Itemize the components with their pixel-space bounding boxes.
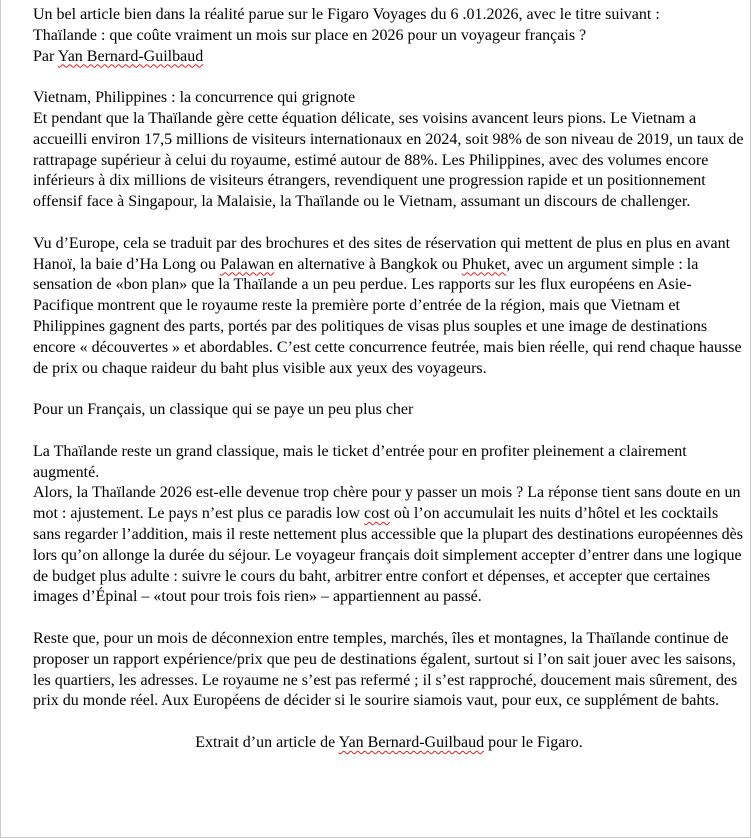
word-palawan-misspelled[interactable]: Palawan (220, 255, 275, 273)
word-cost-misspelled[interactable]: cost (364, 505, 390, 523)
section3-paragraph-2 (33, 483, 745, 608)
section3-heading: Pour un Français, un classique qui se paye un peu plus cher (33, 401, 414, 419)
footer-credit (33, 733, 745, 754)
text-run: Alors, la Thaïlande 2026 est-elle devenue trop chère pour y passer un mois ? La réponse tient sans doute en un mot : ajustement. Le pays n’est plus ce paradis low (33, 484, 741, 523)
blank-line (33, 67, 745, 88)
byline (33, 47, 745, 68)
section3-paragraph-1: La Thaïlande reste un grand classique, mais le ticket d’entrée pour en profiter pleinement a clairement augmenté. (33, 442, 687, 481)
section4-paragraph: Reste que, pour un mois de déconnexion entre temples, marchés, îles et montagnes, la Thaïlande continue de proposer un rapport expérience/prix que peu de destinations égalent, surtout si l’on sait jouer avec les saisons, les quartiers, les adresses. Le royaume ne s’est pas refermé ; il s’est rapproché, doucement mais sûrement, des prix du monde réel. Aux Européens de décider si le sourire siamois vaut, pour eux, ce supplément de bahts. (33, 629, 738, 710)
word-phuket-misspelled[interactable]: Phuket (461, 255, 507, 273)
blank-line (33, 712, 745, 733)
blank-line (33, 379, 745, 400)
section1-paragraph: Et pendant que la Thaïlande gère cette équation délicate, ses voisins avancent leurs pions. Le Vietnam a accueilli environ 17,5 millions de visiteurs internationaux en 2024, soit 98% de son niveau de 2019, un taux de rattrapage supérieur à celui du royaume, estimé autour de 88%. Les Philippines, avec des volumes encore inférieurs à dix millions de visiteurs étrangers, revendiquent une progression rapide et un positionnement offensif face à Singapour, la Malaisie, la Thaïlande ou le Vietnam, assumant un discours de challenger. (33, 109, 744, 211)
document-body[interactable] (33, 5, 745, 754)
intro-line-1: Un bel article bien dans la réalité parue sur le Figaro Voyages du 6 .01.2026, avec le titre suivant : (33, 6, 660, 23)
text-run: Vu d’Europe, cela se traduit par des brochures et des sites de réservation qui mettent de plus en plus en avant Hanoï, la baie d’Ha Long ou (33, 234, 731, 273)
blank-line (33, 213, 745, 234)
blank-line (33, 608, 745, 629)
text-run: , avec un argument simple : la sensation de «bon plan» que la Thaïlande a un peu perdue. Les rapports sur les flux européens en Asie-Pacifique montrent que le royaume reste la première porte d’entrée de la région, mais que Vietnam et Philippines gagnent des parts, portés par des politiques de visas plus souples et une image de destinations encore « découvertes » et abordables. C’est cette concurrence feutrée, mais bien réelle, qui rend chaque hausse de prix ou chaque raideur du baht plus visible aux yeux des voyageurs. (33, 255, 742, 377)
section2-paragraph (33, 234, 745, 380)
text-run: Extrait d’un article de (195, 733, 339, 751)
blank-line (33, 421, 745, 442)
author-name-misspelled[interactable]: Yan Bernard-Guilbaud (57, 47, 204, 65)
footer-author-misspelled[interactable]: Yan Bernard-Guilbaud (338, 733, 485, 751)
text-run: pour le Figaro. (484, 733, 583, 751)
text-run: en alternative à Bangkok ou (274, 255, 462, 273)
section1-heading: Vietnam, Philippines : la concurrence qui grignote (33, 89, 356, 107)
text-run: où l’on accumulait les nuits d’hôtel et les cocktails sans regarder l’addition, mais il reste nettement plus accessible que la plupart des destinations européennes dès lors qu’on allonge la durée du séjour. Le voyageur français doit simplement accepter d’entrer dans une logique de budget plus adulte : suivre le cours du baht, arbitrer entre confort et dépenses, et accepter que certaines images d’Épinal – «tout pour trois fois rien» – appartiennent au passé. (33, 505, 743, 606)
byline-prefix: Par (33, 47, 58, 65)
intro-line-2: Thaïlande : que coûte vraiment un mois sur place en 2026 pour un voyageur français ? (33, 26, 587, 44)
